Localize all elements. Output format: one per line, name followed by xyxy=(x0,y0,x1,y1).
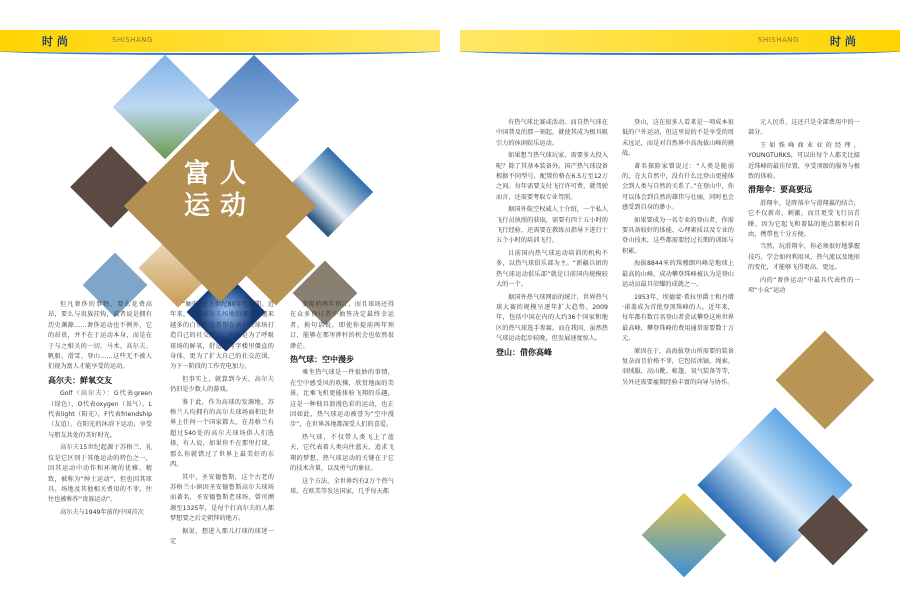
section-sub-right: SHISHANG xyxy=(758,36,799,44)
header-band-left xyxy=(0,30,440,52)
paragraph: 鉴于此，作为高球的发源地，苏格兰人均拥有的高尔夫球场面积比世界上任何一个国家都大，在苏格兰有超过540处的高尔夫球场供人们选择，有人说，如果你不在那里打球，那么你就错过了世界上最美好的东西。 xyxy=(170,398,274,469)
paragraph: 滑翔伞，是降落伞与滑翔翼的结合，它不仅新奇，刺激，而且更受飞行员青睐。因为它起飞和着陆的地点都相对自由，携带也十分方便。 xyxy=(748,199,860,239)
paragraph: 登山，这在很多人看来是一项成本很低的户外运动，但这里说的不是享受的周末远足，而是对自然界中高海拔山峰的挑战。 xyxy=(622,119,734,158)
golf-heading: 高尔夫：鲜氧交友 xyxy=(48,375,112,385)
paragraph: 据国外热气球网站的统计，世界热气球大赛的规模呈逐年扩大趋势。2009年，包括中国在内的大约36个国家和地区的热气球选手参赛。而在我国，虽然热气球运动起步较晚，但发展速度惊人。 xyxy=(496,293,608,343)
left-column-3 xyxy=(290,300,394,499)
right-column-2 xyxy=(622,118,734,390)
paragraph: Golf（高尔夫）：G代表green（绿色），O代表oxygen（氧气），L代表light（阳光），F代表friendship（友谊）。在阳光的沐浴下运动，享受与朋友共处的美好时光。 xyxy=(48,390,152,439)
paraglide-heading: 滑翔伞：要高要远 xyxy=(748,185,812,195)
feature-title: 富人运动 xyxy=(183,159,256,221)
paragraph: 王如姝峰商业业的经理，YOUNGTURKS，可以出每个人都无比接近珠峰的最佳位置，享受顶级的服务与极致的体验。 xyxy=(748,141,860,181)
paragraph: “触电”在上世纪80年代初期。近年来，随着高尔夫场地的增多，越来越多的白领们也希望在高尔夫球场打造自己的社交圈子，不只是为了呼吸球场的鲜氧，舒适在写字楼里僵直的身体，更为了扩大自己的社交范围，为下一阶段的工作充电加力。 xyxy=(170,301,274,371)
paragraph: 据国外航空权威人士介绍，一个私人飞行员执照的获取，需要有四十五小时的飞行经验，还需要在教练员指导下进行十五个小时的培训飞行。 xyxy=(496,206,608,245)
paragraph: 1953年，埃德蒙·希拉里爵士和丹增·诺盖成为首批登顶珠峰的人。近年来，每年都有数百名登山者尝试攀登这座世界最高峰，攀登珠峰的费用通常需要数十万元。 xyxy=(622,293,734,343)
paragraph: 高尔夫15世纪起源于苏格兰，礼仪是它区别于其他运动的特色之一，因其运动中动作和环境的优雅、精致，被称为“绅士运动”，但也因其球具、场地及其他相关费用的不菲，往往也被称作“贵族运动”。 xyxy=(48,444,152,504)
paragraph: 如果要成为一名专业的登山者，你需要具备较好的体能、心理素质以及专业的登山技术，这些都需要经过长期的训练与积累。 xyxy=(622,216,734,255)
left-column-1 xyxy=(48,300,152,520)
left-column-2 xyxy=(170,300,274,549)
paragraph: 要提前两年预订，而且球场还得在众多预订者中抽签决定最终幸运者，换句话说，即使你提前两年预订，能够在那里挥杆的机会也依然很渺茫。 xyxy=(290,301,394,350)
paragraph: 热气球，不仅带人类飞上了蓝天，它代表着人类向往蓝天，追求飞翔的梦想，热气球运动的关键在于它的技术含量，以及勇气的象征。 xyxy=(290,433,394,473)
paragraph: 海拔8844米的珠穆朗玛峰是地球上最高的山峰，成功攀登珠峰被认为是登山运动员最具荣耀的成就之一。 xyxy=(622,260,734,289)
intro-paragraph: 但凡奢侈的事物，要么花费高昂，要么与贵族挂钩，或者说是拥有历史渊源……奢侈运动也不例外，它的昂贵，并不在于运动本身，而是在于与之相关的一切，马术、高尔夫、帆船、滑雪、登山……这些无不被人们视为富人才能享受的运动。 xyxy=(48,301,152,371)
paragraph: 当然，玩滑翔伞，你必须很好地掌握技巧，学会如何利用风、热气流以及地形的变化，才能够飞得更高、更远。 xyxy=(748,243,860,272)
balloon-heading: 热气球：空中漫步 xyxy=(290,355,354,365)
section-label-right: 时 尚 xyxy=(830,35,856,48)
section-sub-left: SHISHANG xyxy=(112,36,153,44)
sail-photo xyxy=(642,493,727,578)
paragraph: 如果想当热气球玩家，需要多大投入呢？除了其基本装备外，国产热气球设备根据不同型号，配置价格在6.5万至12万之间。每年需要支付飞行许可费，就驾驶而言，还需要考取专业驾照。 xyxy=(496,152,608,201)
paragraph: 据说，想进入那儿打球的球迷一定 xyxy=(170,527,274,545)
section-label-left: 时 尚 xyxy=(42,35,68,48)
climbing-heading: 登山：借你高峰 xyxy=(496,347,552,357)
gold-tile-right xyxy=(776,331,875,430)
paragraph: 这个方法，全世界约有2万个热气球。在欧美等发达国家，几乎每天都 xyxy=(290,477,394,495)
paragraph: 著名探险家曾说过：“人类是脆弱的，在大自然中，没有什么比登山更能体会到人类与自然的关系了。”在登山中，你可以体会到自然的雄伟与壮丽，同时也会感受到自身的渺小。 xyxy=(622,162,734,212)
header-wave-right xyxy=(460,47,900,55)
paragraph: 目前国内热气球运动培训的机构不多，以热气球俱乐部为主。“新疆兵团的热气球运动俱乐部”就是目前国内规模较大的一个。 xyxy=(496,249,608,289)
paragraph: 其中，圣安德鲁斯，这个古老的苏格兰小镇因圣安德鲁斯高尔夫球场而著名，圣安德鲁斯老球场，曾可溯源至1325年，是每个打高尔夫的人都梦想要之后走朝拜的地方。 xyxy=(170,473,274,523)
paragraph: 内的“奢侈运动”中最具代表性的一项“小众”运动 xyxy=(748,276,860,295)
paragraph: 原因在于，高海拔登山所需要的装备复杂而且价格不菲，它包括冰镐、绳索、羽绒服、高山靴、帐篷、氧气装备等等，另外还需要雇佣经验丰富的向导与协作。 xyxy=(622,347,734,386)
header-band-right xyxy=(460,30,900,52)
paragraph: 元人民币，这还只是全部费用中的一部分。 xyxy=(748,119,860,137)
header-wave-left xyxy=(0,47,440,55)
right-column-3 xyxy=(748,118,860,299)
paragraph: 乘坐热气球是一件很妙的事情，在空中感受风的吹拂，欣赏地面的美景，比乘飞机更能体验飞翔的乐趣，这是一种独具浪漫色彩的运动，也正因如此，热气球运动被誉为“空中漫步”，在世界各地都深受人们的喜爱。 xyxy=(290,369,394,429)
paragraph: 有热气球比赛或活动。而自热气球在中国普及的那一刻起，就使其成为极具吸引力的休闲娱乐运动。 xyxy=(496,119,608,147)
right-column-1 xyxy=(496,118,608,361)
paragraph: 高尔夫与1949年前的中国首次 xyxy=(60,508,144,516)
paragraph: 但事实上，就算到今天，高尔夫仍旧是少数人的游戏。 xyxy=(170,375,274,394)
